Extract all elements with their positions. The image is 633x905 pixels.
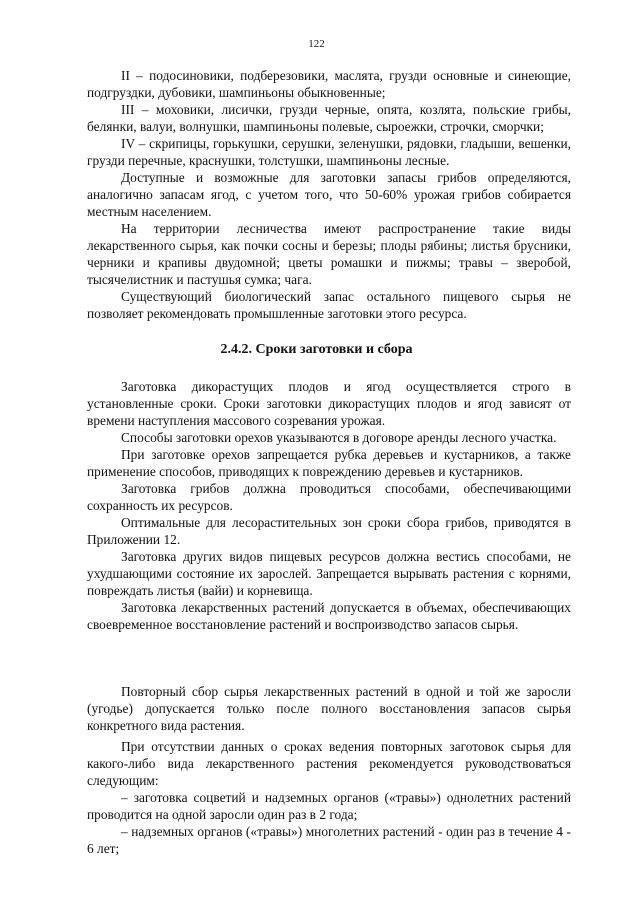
paragraph: На территории лесничества имеют распространение такие виды лекарственного сырья, как почки сосны и березы; плоды рябины; листья брусники, черники и крапивы двудомной; цветы ромашки и пижмы; травы – зверобой, тысячелистник и пастушья сумка; чага. xyxy=(87,221,571,287)
paragraph: Заготовка дикорастущих плодов и ягод осуществляется строго в установленные сроки. Сроки заготовки дикорастущих плодов и ягод зависят от времени наступления массового созревания урожая. xyxy=(87,379,571,428)
list-item: – заготовка соцветий и надземных органов («травы») однолетних растений проводится на одной заросли один раз в 2 года; xyxy=(87,790,571,822)
paragraph: Существующий биологический запас остального пищевого сырья не позволяет рекомендовать промышленные заготовки этого ресурса. xyxy=(87,289,571,321)
paragraph: Способы заготовки орехов указываются в договоре аренды лесного участка. xyxy=(121,430,557,445)
paragraph: Заготовка других видов пищевых ресурсов должна вестись способами, не ухудшающими состояние их зарослей. Запрещается вырывать растения с корнями, повреждать листья (вайи) и корневища. xyxy=(87,549,571,598)
paragraph: При отсутствии данных о сроках ведения повторных заготовок сырья для какого-либо вида лекарственного растения рекомендуется руководствоваться следующим: xyxy=(87,739,571,788)
paragraph: Оптимальные для лесорастительных зон сроки сбора грибов, приводятся в Приложении 12. xyxy=(87,515,571,547)
paragraph: IV – скрипицы, горькушки, серушки, зеленушки, рядовки, гладыши, вешенки, грузди перечные, краснушки, толстушки, шампиньоны лесные. xyxy=(87,136,571,168)
list-item: – надземных органов («травы») многолетних растений - один раз в течение 4 - 6 лет; xyxy=(87,824,571,856)
paragraph: III – моховики, лисички, грузди черные, опята, козлята, польские грибы, белянки, валуи, волнушки, шампиньоны полевые, сыроежки, строчки, сморчки; xyxy=(87,102,571,134)
paragraph: Заготовка лекарственных растений допускается в объемах, обеспечивающих своевременное восстановление растений и воспроизводство запасов сырья. xyxy=(87,600,571,632)
paragraph: Заготовка грибов должна проводиться способами, обеспечивающими сохранность их ресурсов. xyxy=(87,481,571,513)
section-text-block-a xyxy=(87,378,571,633)
paragraph: Повторный сбор сырья лекарственных растений в одной и той же заросли (угодье) допускается только после полного восстановления запасов сырья конкретного вида растения. xyxy=(87,684,571,733)
paragraph: Доступные и возможные для заготовки запасы грибов определяются, аналогично запасам ягод, с учетом того, что 50-60% урожая грибов собирается местным населением. xyxy=(87,170,571,219)
top-text-block xyxy=(87,67,571,322)
section-heading: 2.4.2. Сроки заготовки и сбора xyxy=(220,342,413,357)
section-text-block-c xyxy=(87,738,571,857)
paragraph: При заготовке орехов запрещается рубка деревьев и кустарников, а также применение способов, приводящих к повреждению деревьев и кустарников. xyxy=(87,447,571,479)
page-number: 122 xyxy=(308,38,325,50)
section-text-block-b xyxy=(87,683,571,734)
paragraph: II – подосиновики, подберезовики, маслята, грузди основные и синеющие, подгруздки, дубовики, шампиньоны обыкновенные; xyxy=(87,68,571,100)
